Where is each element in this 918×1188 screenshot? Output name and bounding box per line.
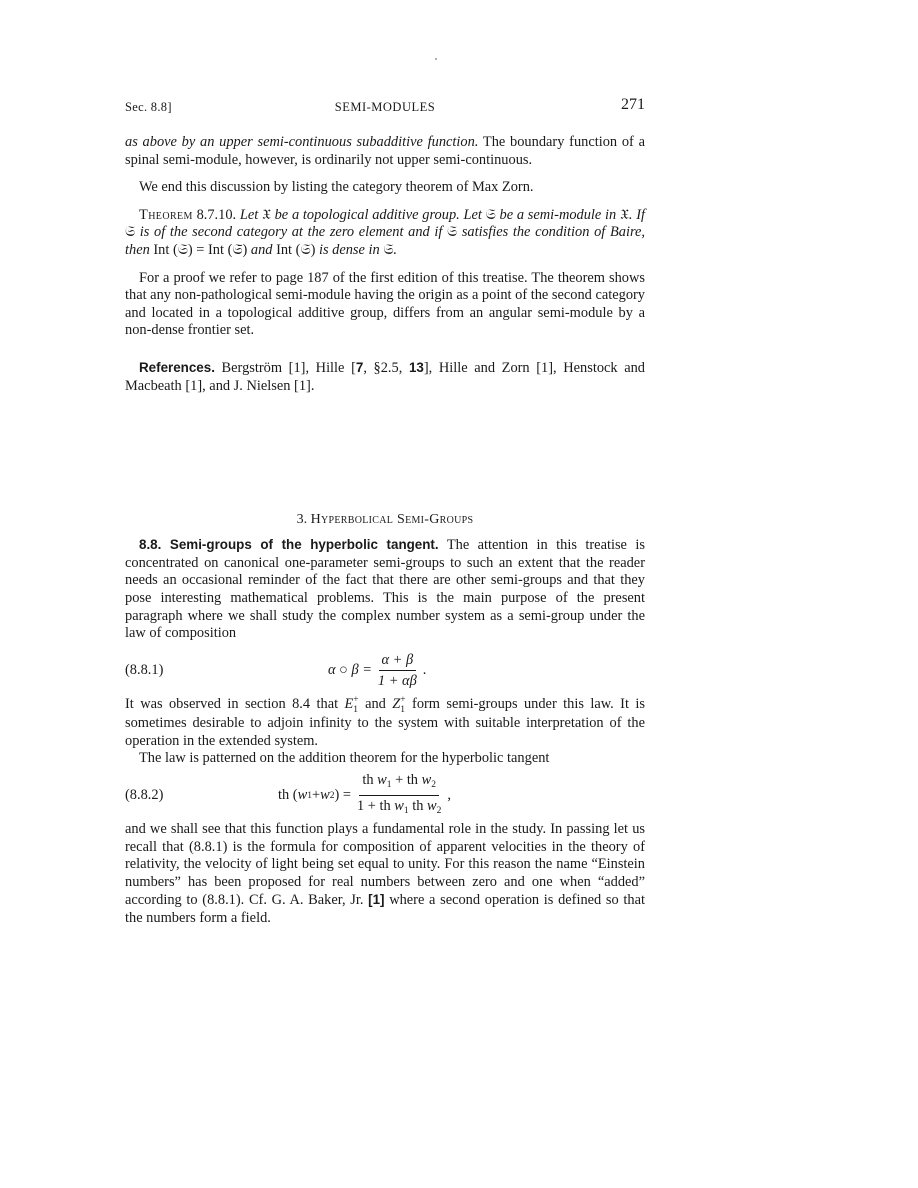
frak-s-symbol: 𝔖 xyxy=(300,241,311,258)
paragraph-text: The attention in this treatise is concentrated on canonical one-parameter semi-groups to such an extent that the reader needs an occasional reminder of the fact that there are other semi-groups and that they pose interesting mathematical problems. This is the main purpose of the present paragraph where we shall study the complex number system as a semi-group under the law of composition xyxy=(125,537,645,642)
ref-bold-number: [1] xyxy=(368,892,385,908)
int-operator: Int xyxy=(207,241,224,258)
equation-8-8-1 xyxy=(125,649,645,693)
theorem-text: is dense in xyxy=(315,241,384,258)
subscript: 2 xyxy=(329,790,335,801)
equation-body xyxy=(278,774,451,818)
paragraph-heading: 8.8. Semi-groups of the hyperbolic tangent. xyxy=(139,537,439,553)
equation-text: 1 + th xyxy=(356,798,395,815)
equation-body xyxy=(328,649,426,693)
equation-8-8-2 xyxy=(125,774,645,818)
var-w: w xyxy=(377,772,387,789)
references-label: References. xyxy=(139,359,215,375)
references-paragraph xyxy=(125,359,645,395)
paragraph-text: where a second operation is defined so that the numbers form a field. xyxy=(125,892,645,926)
denominator: 1 + αβ xyxy=(377,673,417,690)
equation-text: th xyxy=(406,772,422,789)
italic-lead: as above by an upper semi-continuous subadditive function. xyxy=(125,134,479,150)
equation-text: th xyxy=(362,772,378,789)
section-number: 3. xyxy=(296,512,311,528)
equation-text: + xyxy=(391,772,407,789)
theorem-text: satisfies the condition of Baire, then xyxy=(125,224,645,258)
subscript: 1 xyxy=(403,806,409,817)
theorem-number: 8.7.10. xyxy=(192,206,240,223)
references-text: Bergström [1], Hille [ xyxy=(214,359,356,376)
paragraph-zorn-intro: We end this discussion by listing the category theorem of Max Zorn. xyxy=(139,179,534,196)
var-w: w xyxy=(320,787,330,804)
subscript: 1 xyxy=(386,780,392,791)
paren: ) xyxy=(187,241,193,258)
section-title: Hyperbolical Semi-Groups xyxy=(310,512,474,528)
paren: ) xyxy=(310,241,316,258)
frak-s-closure-symbol: 𝔖̄ xyxy=(232,241,243,258)
section-ref: Sec. 8.8] xyxy=(125,100,172,114)
frak-x-symbol: 𝔛 xyxy=(262,206,271,223)
paragraph-text: It was observed in section 8.4 that xyxy=(125,695,345,712)
scan-speck xyxy=(435,58,437,60)
paragraph-text: and we shall see that this function plays a fundamental role in the study. In passing let us recall that (8.8.1) is the formula for composition of apparent velocities in the theory of relativity, the velocity of light being set equal to unity. For this reason the name “Einstein numbers” has been proposed for real numbers between zero and one when “added” according to (8.8.1). Cf. G. A. Baker, Jr. xyxy=(125,820,645,909)
frak-s-symbol: 𝔖 xyxy=(125,224,136,241)
equals-sign: = xyxy=(192,241,208,258)
numerator: α + β xyxy=(379,651,417,671)
theorem-text: is of the second category at the zero element and if xyxy=(135,224,448,241)
paren: ( xyxy=(292,241,301,258)
punctuation: , xyxy=(447,787,451,804)
var-w: w xyxy=(427,798,437,815)
subscript: 1 xyxy=(307,790,312,801)
fraction xyxy=(354,771,444,820)
int-operator: Int xyxy=(276,241,293,258)
subscript: 2 xyxy=(431,780,436,791)
page-number: 271 xyxy=(621,96,645,113)
var-w: w xyxy=(394,798,404,815)
equation-number: (8.8.1) xyxy=(125,661,164,678)
fraction xyxy=(375,651,420,690)
symbol-E: E xyxy=(344,695,354,712)
theorem-label: Theorem xyxy=(139,206,193,223)
paren: ) xyxy=(242,241,248,258)
var-w: w xyxy=(421,772,432,789)
theorem-text: be a topological additive group. Let xyxy=(270,206,486,223)
paren: ( xyxy=(169,241,178,258)
frak-s-symbol: 𝔖 xyxy=(447,224,458,241)
subscript: 1 xyxy=(400,704,406,715)
punctuation: . xyxy=(422,662,427,679)
frak-s-symbol: 𝔖 xyxy=(383,241,394,258)
paragraph-observation xyxy=(125,696,645,751)
frak-s-symbol: 𝔖 xyxy=(485,206,496,223)
frak-x-symbol: 𝔛 xyxy=(620,206,629,223)
var-w: w xyxy=(297,787,308,804)
equation-text: th xyxy=(408,798,428,815)
ref-bold-number: 7 xyxy=(355,359,364,375)
theorem-text: . If xyxy=(628,206,645,223)
paragraph-text: The boundary function of a spinal semi-module, however, is ordinarily not upper semi-continuous. xyxy=(125,134,645,168)
frak-s-symbol: 𝔖 xyxy=(177,241,188,258)
paragraph-text: and xyxy=(358,695,393,712)
equation-lhs: α ○ β = xyxy=(328,662,372,679)
paragraph-einstein-numbers xyxy=(125,821,645,928)
section-heading xyxy=(125,512,645,528)
equation-text: th ( xyxy=(278,787,298,804)
symbol-Z: Z xyxy=(392,695,401,712)
paragraph-boundary-function xyxy=(125,134,645,169)
subscript: 2 xyxy=(436,806,442,817)
references-text: ], Hille and Zorn [1], Henstock and Macbeath [1], and J. Nielsen [1]. xyxy=(125,359,645,394)
equation-number: (8.8.2) xyxy=(125,786,164,803)
page-body xyxy=(125,96,645,928)
theorem-text: and xyxy=(247,241,277,258)
paragraph-addition-theorem: The law is patterned on the addition theorem for the hyperbolic tangent xyxy=(139,750,550,767)
equation-text: ) = xyxy=(334,787,351,804)
period: . xyxy=(393,241,398,258)
ref-bold-number: 13 xyxy=(408,359,424,375)
running-header xyxy=(125,96,645,118)
theorem-text: Let xyxy=(239,206,263,223)
subscript: 1 xyxy=(353,704,359,715)
equation-text: + xyxy=(311,787,321,804)
running-title: SEMI-MODULES xyxy=(334,100,436,114)
references-text: , §2.5, xyxy=(363,359,409,376)
superscript: + xyxy=(353,695,359,706)
paragraph-8-8 xyxy=(125,536,645,643)
int-operator: Int xyxy=(153,241,170,258)
paragraph-text: form semi-groups under this law. It is sometimes desirable to adjoin infinity to the system with suitable interpretation of the operation in the extended system. xyxy=(125,695,645,749)
denominator xyxy=(354,796,444,820)
superscript: + xyxy=(400,695,406,706)
paragraph-proof-reference: For a proof we refer to page 187 of the first edition of this treatise. The theorem shows that any non-pathological semi-module having the origin as a point of the second category and located in a topological additive group, differs from an angular semi-module by a non-dense frontier set. xyxy=(125,269,645,339)
theorem-8-7-10 xyxy=(125,207,645,260)
theorem-text: be a semi-module in xyxy=(495,206,621,223)
numerator xyxy=(359,771,439,796)
paren: ( xyxy=(223,241,233,258)
